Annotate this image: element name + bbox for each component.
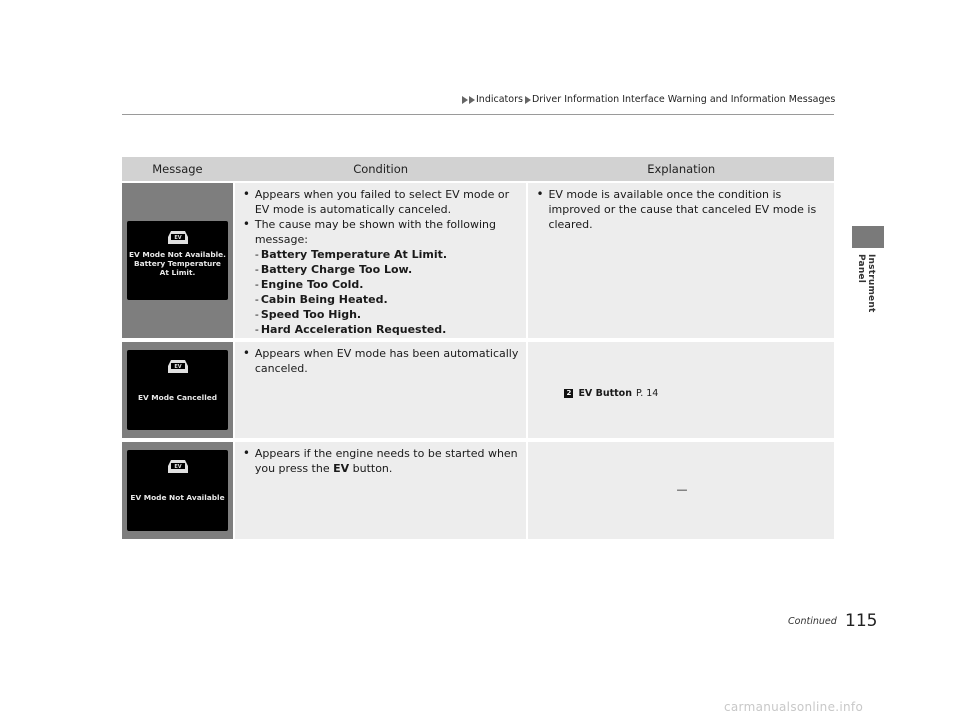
display-screen: [127, 350, 228, 430]
sub-list: [235, 247, 527, 337]
ev-car-icon: [165, 458, 191, 474]
header-explanation: Explanation: [647, 162, 716, 176]
list-item: • Appears when you failed to select EV mode or EV mode is automatically canceled.: [235, 187, 527, 217]
condition-cell: [235, 442, 527, 539]
arrow-icon: [462, 96, 468, 104]
ev-button-reference[interactable]: [564, 386, 658, 401]
no-explanation: —: [676, 483, 688, 496]
table-header: [122, 157, 834, 181]
message-cell: [122, 342, 233, 438]
svg-text:EV: EV: [173, 364, 182, 370]
table-row: [122, 183, 834, 338]
screen-text: EV Mode Not Available. Battery Temperature At Limit.: [129, 250, 226, 277]
screen-text: EV Mode Cancelled: [137, 393, 218, 402]
display-screen: [127, 450, 228, 531]
explanation-cell: [528, 183, 834, 338]
sub-item: - Cabin Being Heated.: [254, 293, 388, 306]
ref-label: EV Button: [578, 388, 632, 399]
table-row: [122, 442, 834, 539]
ref-page: P. 14: [635, 388, 659, 399]
watermark: carmanualsonline.info: [724, 700, 864, 714]
header-message: Message: [152, 162, 203, 176]
sub-item: - Battery Temperature At Limit.: [254, 248, 448, 261]
ev-car-icon: [165, 358, 191, 374]
list-item: • Appears when EV mode has been automatically canceled.: [235, 346, 527, 376]
breadcrumb-section[interactable]: Driver Information Interface Warning and Information Messages: [531, 94, 836, 105]
reference-icon: 2: [564, 389, 573, 398]
explanation-cell: [528, 342, 834, 438]
message-cell: [122, 442, 233, 539]
side-label: Instrument Panel: [856, 254, 876, 313]
explanation-cell: [528, 442, 834, 539]
page-number: 115: [845, 611, 878, 631]
arrow-icon: [469, 96, 475, 104]
sub-item: - Speed Too High.: [254, 308, 362, 321]
svg-text:EV: EV: [173, 235, 182, 241]
sub-item: - Hard Acceleration Requested.: [254, 323, 447, 336]
condition-cell: [235, 183, 527, 338]
ev-car-icon: [165, 229, 191, 245]
table-row: [122, 342, 834, 438]
arrow-icon: [525, 96, 531, 104]
message-cell: [122, 183, 233, 338]
sub-item: - Engine Too Cold.: [254, 278, 364, 291]
breadcrumb-indicators[interactable]: Indicators: [476, 94, 523, 105]
condition-cell: [235, 342, 527, 438]
sub-item: - Battery Charge Too Low.: [254, 263, 413, 276]
list-item: • Appears if the engine needs to be started when you press the EV button.: [235, 446, 527, 476]
section-tab: [852, 226, 884, 248]
list-item: • The cause may be shown with the following message:: [235, 217, 527, 247]
breadcrumb: [462, 94, 835, 105]
display-screen: [127, 221, 228, 300]
header-rule: [122, 114, 834, 115]
list-item: • EV mode is available once the condition is improved or the cause that canceled EV mode is cleared.: [528, 187, 834, 232]
screen-text: EV Mode Not Available: [130, 493, 225, 502]
continued-label: Continued: [788, 616, 837, 627]
header-condition: Condition: [353, 162, 409, 176]
svg-text:EV: EV: [173, 464, 182, 470]
